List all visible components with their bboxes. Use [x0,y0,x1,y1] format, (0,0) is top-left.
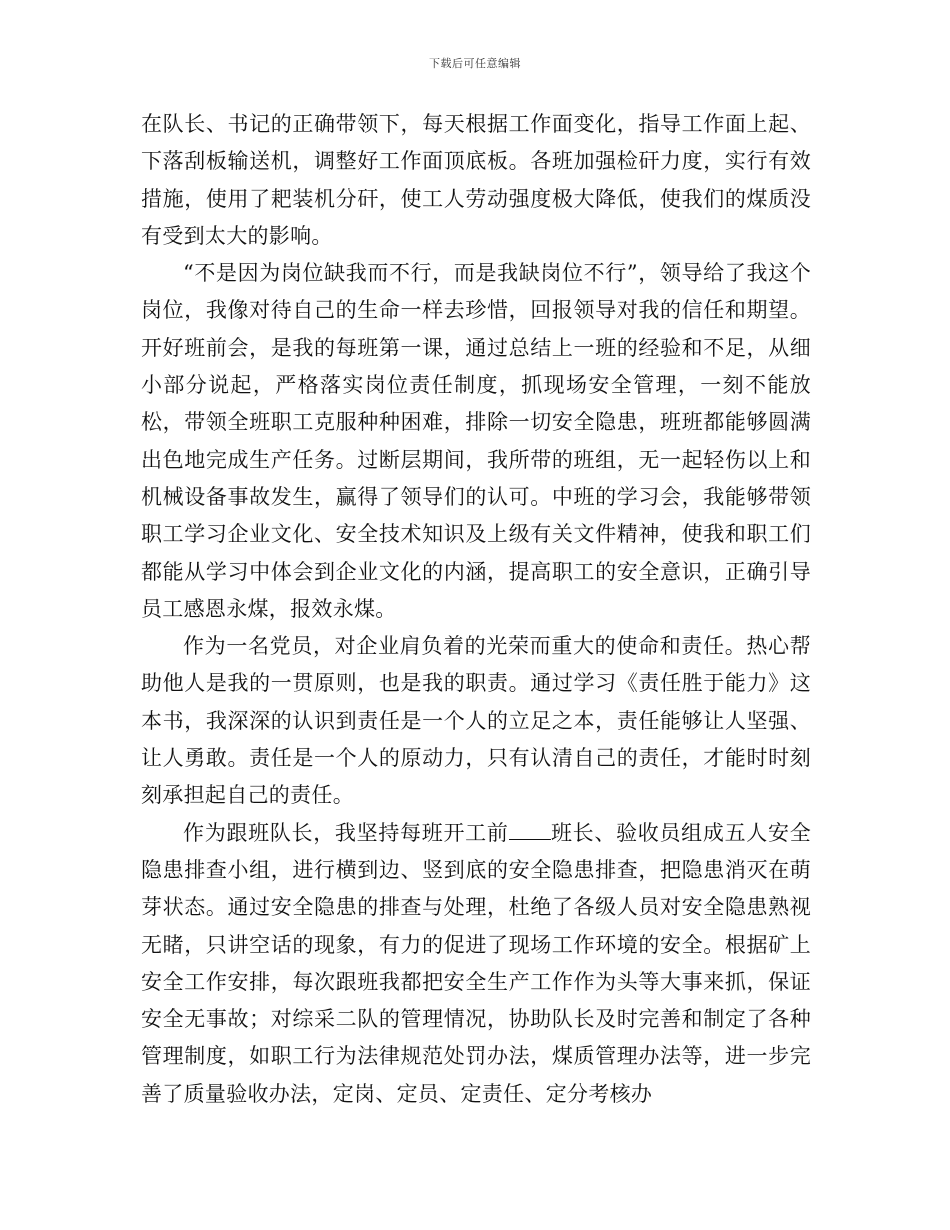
paragraph-4-lead: 作为跟班队长，我坚持每班开工前 [183,820,509,845]
paragraph-3: 作为一名党员，对企业肩负着的光荣而重大的使命和责任。热心帮助他人是我的一贯原则，也是我的职责。通过学习《责任胜于能力》这本书，我深深的认识到责任是一个人的立足之本，责任能够让人坚强、让人勇敢。责任是一个人的原动力，只有认清自己的责任，才能时时刻刻承担起自己的责任。 [141,634,811,808]
paragraph-2: “不是因为岗位缺我而不行，而是我缺岗位不行”，领导给了我这个岗位，我像对待自己的生命一样去珍惜，回报领导对我的信任和期望。开好班前会，是我的每班第一课，通过总结上一班的经验和不足，从细小部分说起，严格落实岗位责任制度，抓现场安全管理，一刻不能放松，带领全班职工克服种种困难，排除一切安全隐患，班班都能够圆满出色地完成生产任务。过断层期间，我所带的班组，无一起轻伤以上和机械设备事故发生，赢得了领导们的认可。中班的学习会，我能够带领职工学习企业文化、安全技术知识及上级有关文件精神，使我和职工们都能从学习中体会到企业文化的内涵，提高职工的安全意识，正确引导员工感恩永煤，报效永煤。 [141,261,811,621]
paragraph-4-rest: 班长、验收员组成五人安全隐患排查小组，进行横到边、竖到底的安全隐患排查，把隐患消灭在萌芽状态。通过安全隐患的排查与处理，杜绝了各级人员对安全隐患熟视无睹，只讲空话的现象，有力的促进了现场工作环境的安全。根据矿上安全工作安排，每次跟班我都把安全生产工作作为头等大事来抓，保证安全无事故；对综采二队的管理情况，协助队长及时完善和制定了各种管理制度，如职工行为法律规范处罚办法，煤质管理办法等，进一步完善了质量验收办法，定岗、定员、定责任、定分考核办 [141,820,812,1106]
page-header: 下载后可任意编辑 [429,57,521,70]
paragraph-4 [141,815,811,1113]
document-body [141,106,811,1113]
paragraph-1: 在队长、书记的正确带领下，每天根据工作面变化，指导工作面上起、下落刮板输送机，调整好工作面顶底板。各班加强检矸力度，实行有效措施，使用了耙装机分矸，使工人劳动强度极大降低，使我们的煤质没有受到太大的影响。 [141,112,811,248]
fill-in-blank [509,821,551,840]
